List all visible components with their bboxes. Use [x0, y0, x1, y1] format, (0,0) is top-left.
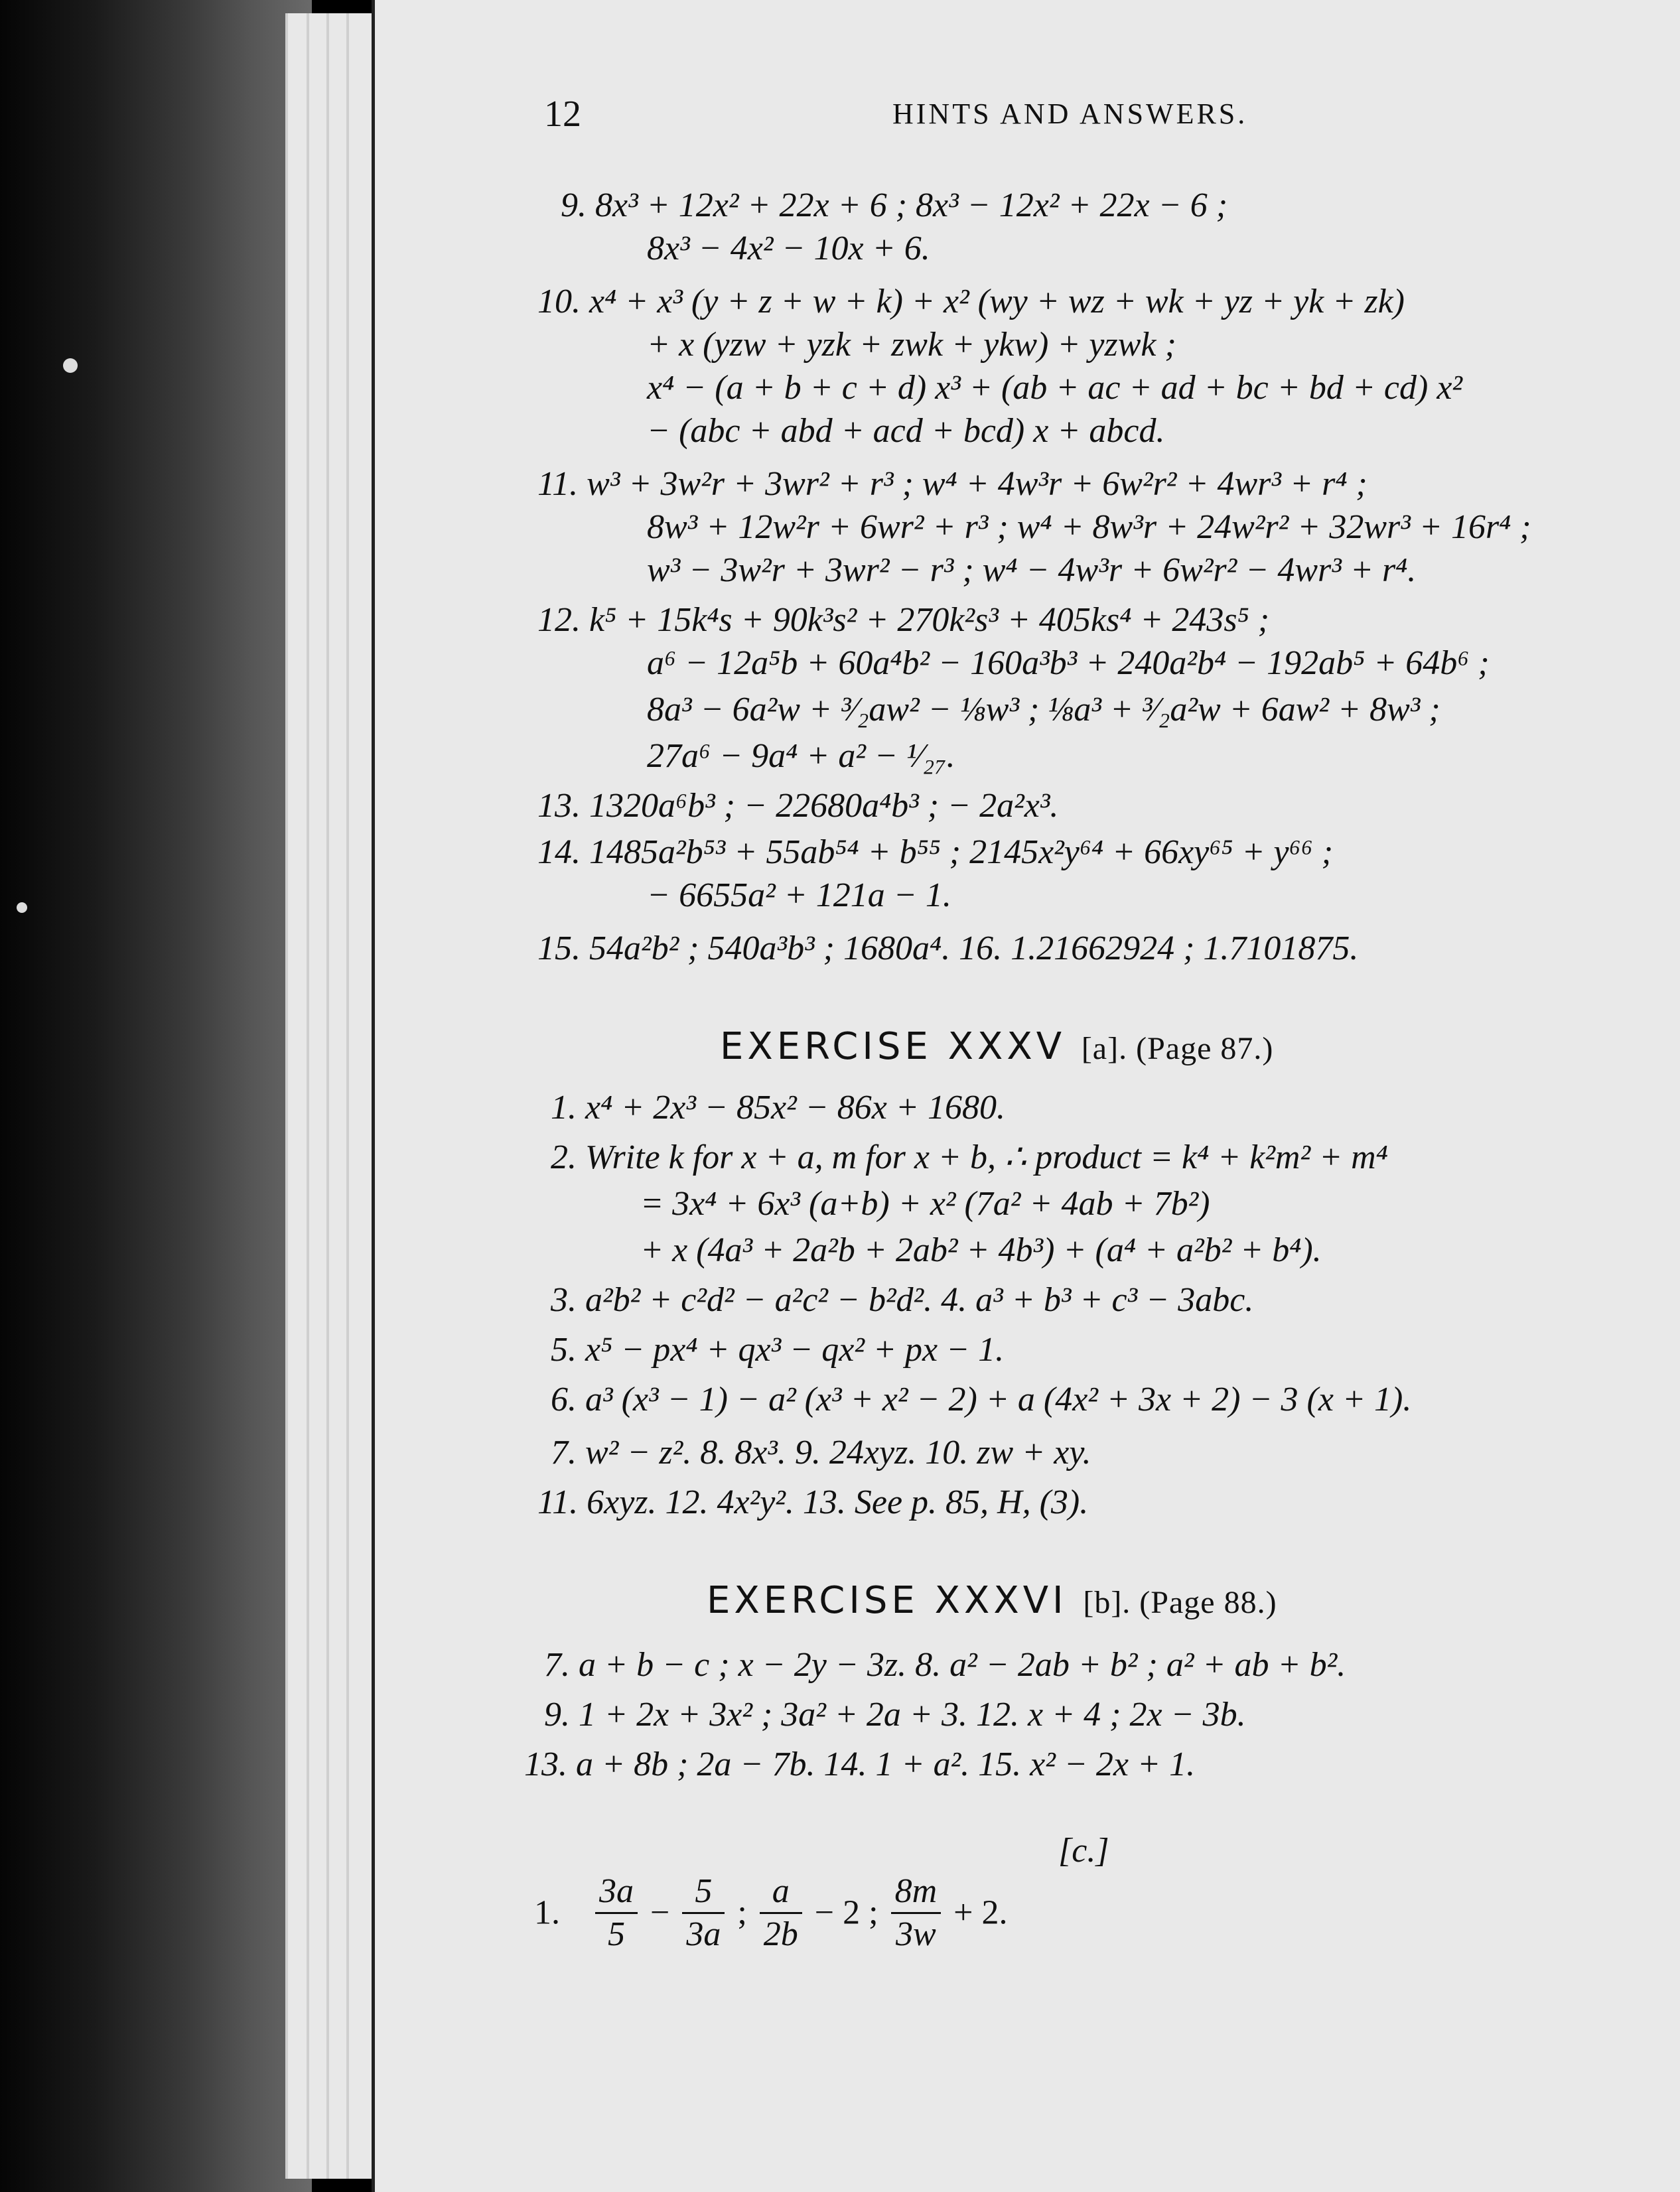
mid-text: − 2 ; — [814, 1893, 878, 1932]
answer-line: 7. w² − z². 8. 8x³. 9. 24xyz. 10. zw + xy. — [551, 1434, 1091, 1472]
answer-line: 2. Write k for x + a, m for x + b, ∴ product = k⁴ + k²m² + m⁴ — [551, 1138, 1388, 1176]
answer-line: 9. 1 + 2x + 3x² ; 3a² + 2a + 3. 12. x + 4 ; 2x − 3b. — [544, 1696, 1246, 1734]
answer-line: 14. 1485a²b⁵³ + 55ab⁵⁴ + b⁵⁵ ; 2145x²y⁶⁴ + 66xy⁶⁵ + y⁶⁶ ; — [537, 833, 1334, 871]
answer-line: = 3x⁴ + 6x³ (a+b) + x² (7a² + 4ab + 7b²) — [640, 1185, 1210, 1223]
fraction — [760, 1871, 802, 1955]
answer-line: 3. a²b² + c²d² − a²c² − b²d². 4. a³ + b³ + c³ − 3abc. — [551, 1281, 1254, 1319]
speck — [63, 358, 78, 373]
tail-text: + 2. — [953, 1893, 1008, 1932]
denominator: 3a — [686, 1915, 721, 1953]
page-number: 12 — [544, 94, 581, 135]
answer-line: x⁴ − (a + b + c + d) x³ + (ab + ac + ad + bc + bd + cd) x² — [647, 369, 1462, 407]
answer-line: 9. 8x³ + 12x² + 22x + 6 ; 8x³ − 12x² + 22x − 6 ; — [561, 186, 1228, 224]
book-page — [372, 0, 1680, 2192]
exercise-title: EXERCISE XXXVI — [707, 1579, 1068, 1622]
answer-line: 13. 1320a⁶b³ ; − 22680a⁴b³ ; − 2a²x³. — [537, 787, 1059, 825]
fraction — [595, 1871, 638, 1955]
exercise-subtitle: [a]. (Page 87.) — [1081, 1031, 1274, 1066]
fraction-answer: 1. $\frac{3a}{5}$ − $\frac{5}{3a}$ ; $\frac{a}{2b}$ − 2 ; $\frac{8m}{3w}$ + 2. — [534, 1871, 1007, 1955]
speck — [17, 902, 27, 913]
answer-line: w³ − 3w²r + 3wr² − r³ ; w⁴ − 4w³r + 6w²r² − 4wr³ + r⁴. — [647, 551, 1417, 589]
answer-line: 15. 54a²b² ; 540a³b³ ; 1680a⁴. 16. 1.21662924 ; 1.7101875. — [537, 929, 1359, 967]
fraction — [891, 1871, 942, 1955]
page-edge — [346, 13, 372, 2179]
answer-line: 13. a + 8b ; 2a − 7b. 14. 1 + a². 15. x² − 2x + 1. — [524, 1746, 1196, 1783]
answer-line: 27a⁶ − 9a⁴ + a² − ¹⁄₂₇. — [647, 737, 955, 775]
exercise-subtitle: [b]. (Page 88.) — [1083, 1585, 1277, 1620]
answer-line: 11. w³ + 3w²r + 3wr² + r³ ; w⁴ + 4w³r + 6w²r² + 4wr³ + r⁴ ; — [537, 465, 1367, 503]
page-edge — [285, 13, 308, 2179]
answer-line: 5. x⁵ − px⁴ + qx³ − qx² + px − 1. — [551, 1331, 1005, 1369]
numerator: 8m — [891, 1871, 942, 1914]
answer-line: − 6655a² + 121a − 1. — [647, 876, 951, 914]
running-header: HINTS AND ANSWERS. — [892, 98, 1248, 130]
answer-line: 8w³ + 12w²r + 6wr² + r³ ; w⁴ + 8w³r + 24w²r² + 32wr³ + 16r⁴ ; — [647, 508, 1531, 546]
answer-line: 8x³ − 4x² − 10x + 6. — [647, 230, 930, 267]
page-edge — [326, 13, 348, 2179]
numerator: 5 — [682, 1871, 725, 1914]
answer-line: 7. a + b − c ; x − 2y − 3z. 8. a² − 2ab + b² ; a² + ab + b². — [544, 1646, 1346, 1684]
answer-line: 10. x⁴ + x³ (y + z + w + k) + x² (wy + wz + wk + yz + yk + zk) — [537, 283, 1405, 320]
fraction — [682, 1871, 725, 1955]
page-edge — [307, 13, 328, 2179]
answer-line: + x (4a³ + 2a²b + 2ab² + 4b³) + (a⁴ + a²b² + b⁴). — [640, 1231, 1322, 1269]
numerator: 3a — [595, 1871, 638, 1914]
answer-line: 12. k⁵ + 15k⁴s + 90k³s² + 270k²s³ + 405ks⁴ + 243s⁵ ; — [537, 601, 1270, 639]
book-spine-shadow — [0, 0, 312, 2192]
answer-line: − (abc + abd + acd + bcd) x + abcd. — [647, 412, 1165, 450]
section-label: [c.] — [1058, 1832, 1109, 1870]
answer-line: 1. x⁴ + 2x³ − 85x² − 86x + 1680. — [551, 1089, 1005, 1127]
answer-line: 6. a³ (x³ − 1) − a² (x³ + x² − 2) + a (4x² + 3x + 2) − 3 (x + 1). — [551, 1381, 1412, 1418]
answer-line: a⁶ − 12a⁵b + 60a⁴b² − 160a³b³ + 240a²b⁴ − 192ab⁵ + 64b⁶ ; — [647, 644, 1490, 682]
exercise-title: EXERCISE XXXV — [720, 1025, 1066, 1068]
item-number: 1. — [534, 1893, 560, 1932]
answer-line: + x (yzw + yzk + zwk + ykw) + yzwk ; — [647, 326, 1176, 364]
denominator: 3w — [896, 1915, 936, 1953]
answer-line: 8a³ − 6a²w + ³⁄₂aw² − ⅛w³ ; ⅛a³ + ³⁄₂a²w + 6aw² + 8w³ ; — [647, 691, 1440, 728]
numerator: a — [760, 1871, 802, 1914]
answer-line: 11. 6xyz. 12. 4x²y². 13. See p. 85, H, (3). — [537, 1483, 1089, 1521]
exercise-heading — [720, 1025, 1273, 1068]
denominator: 2b — [763, 1915, 798, 1953]
exercise-heading — [707, 1579, 1277, 1622]
denominator: 5 — [608, 1915, 625, 1953]
